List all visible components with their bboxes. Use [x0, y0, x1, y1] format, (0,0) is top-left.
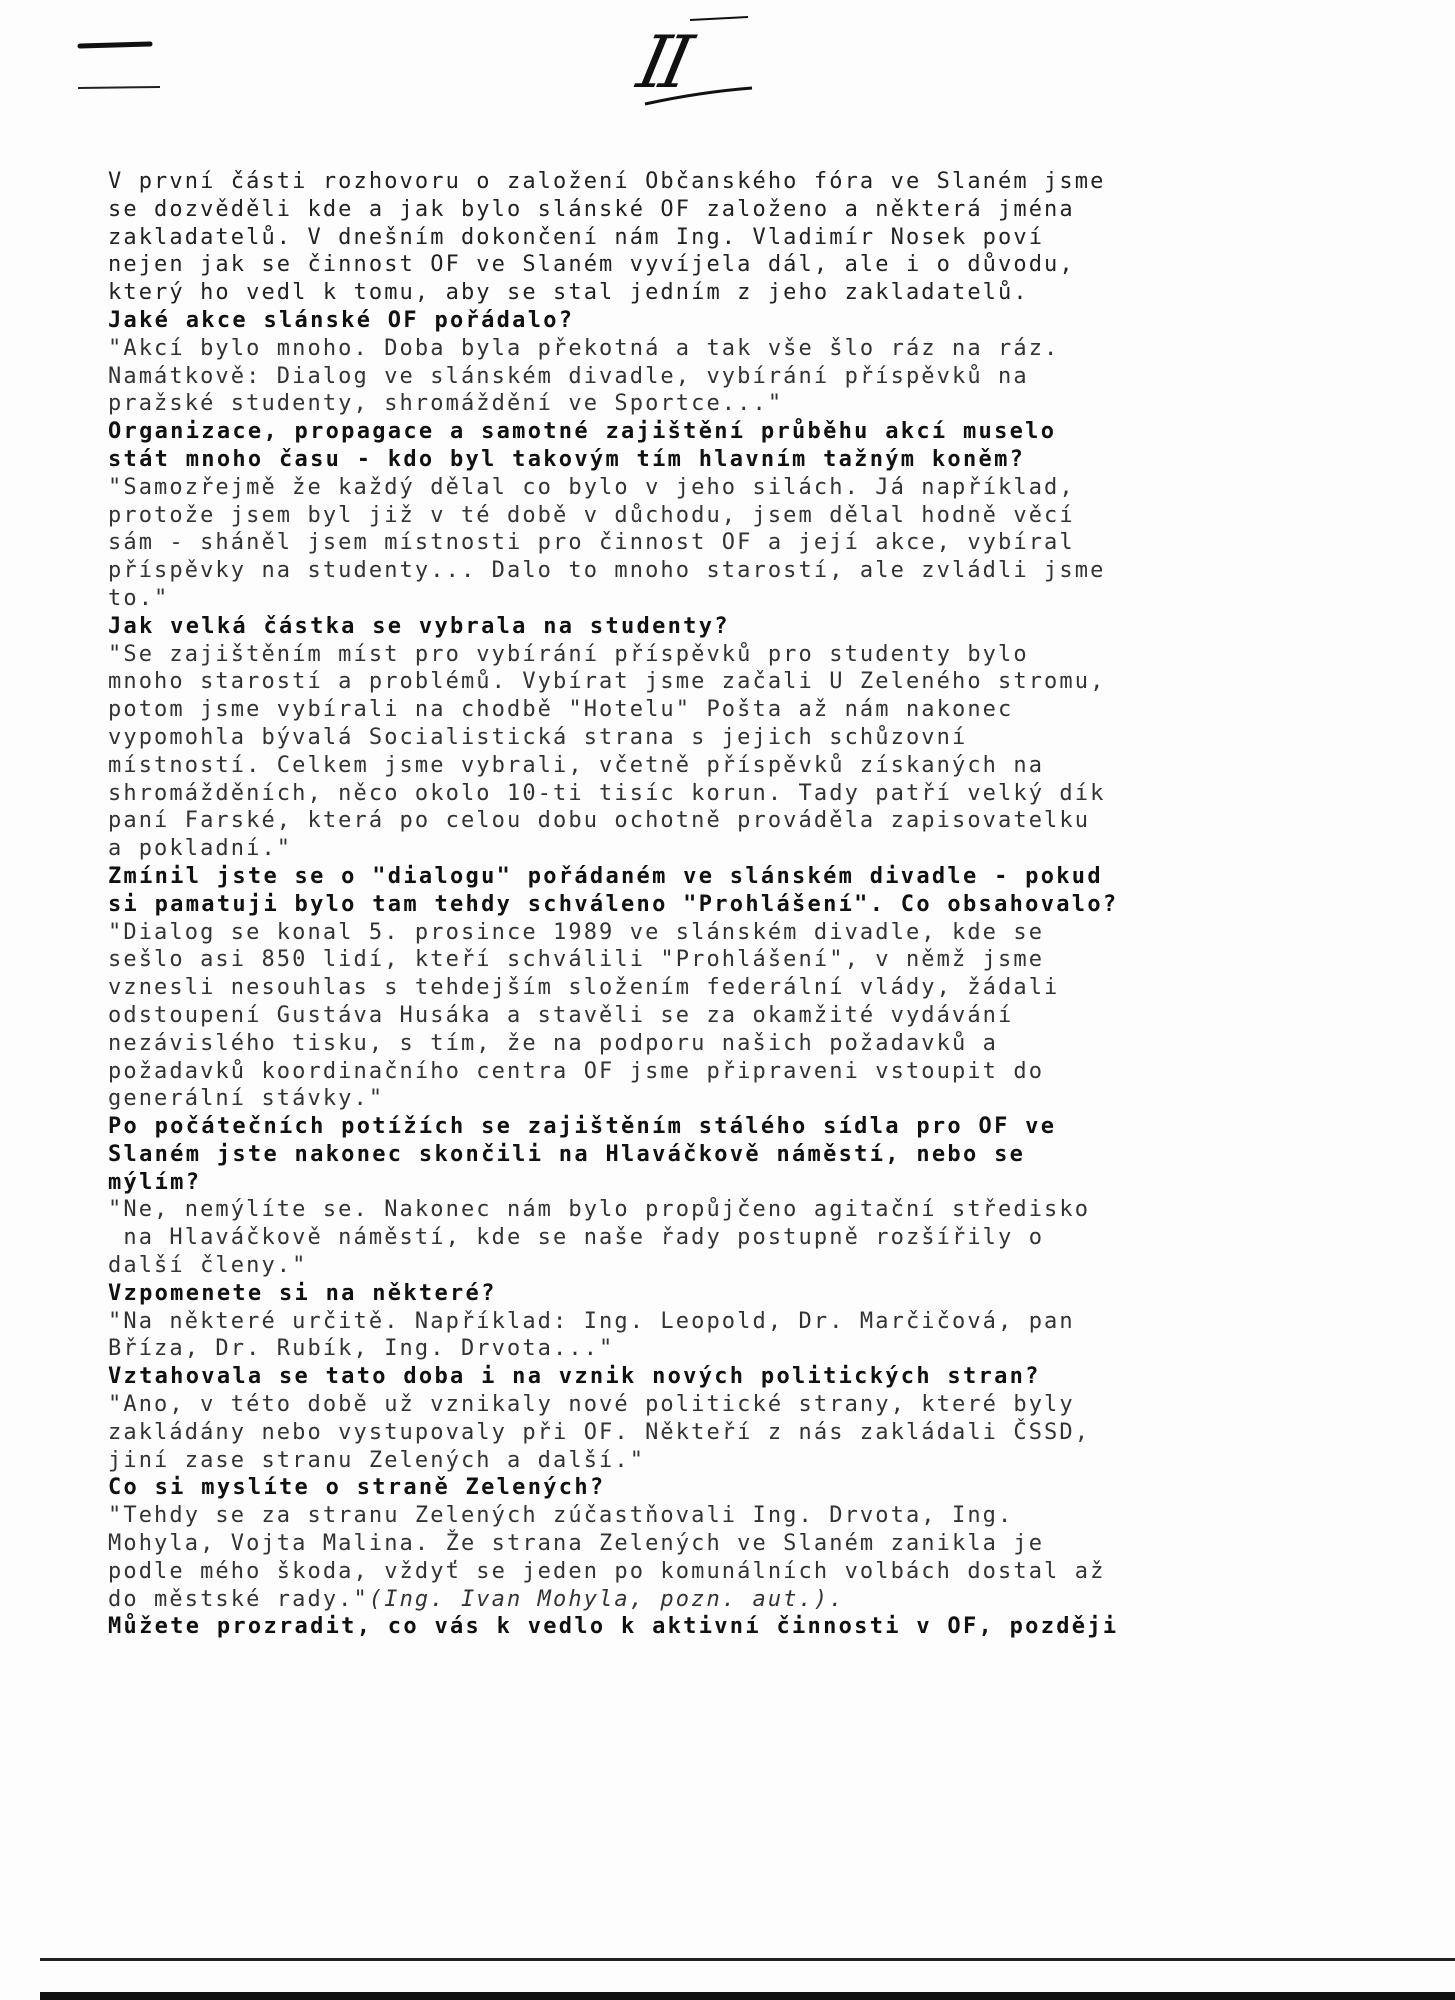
page-mark: II [631, 20, 694, 104]
question-line: mýlím? [108, 1169, 202, 1195]
answer-line: příspěvky na studenty... Dalo to mnoho starostí, ale zvládli jsme [108, 558, 1106, 584]
answer-line: podle mého škoda, vždyť se jeden po komunálních volbách dostal až [108, 1558, 1106, 1584]
question-line: Co si myslíte o straně Zelených? [108, 1475, 606, 1501]
intro-line: nejen jak se činnost OF ve Slaném vyvíjela dál, ale i o důvodu, [108, 252, 1075, 278]
answer-line: "Dialog se konal 5. prosince 1989 ve slánském divadle, kde se [108, 919, 1045, 945]
question-line: Po počátečních potížích se zajištěním stálého sídla pro OF ve [108, 1114, 1057, 1140]
answer-line: to." [108, 585, 170, 611]
answer-line: shromážděních, něco okolo 10-ti tisíc korun. Tady patří velký dík [108, 780, 1106, 806]
answer-line: odstoupení Gustáva Husáka a stavěli se za okamžité vydávání [108, 1002, 1014, 1028]
scan-mark-bottom [78, 87, 160, 88]
answer-line: sešlo asi 850 lidí, kteří schválili "Prohlášení", v němž jsme [108, 947, 1045, 973]
question-line: si pamatuji bylo tam tehdy schváleno "Prohlášení". Co obsahovalo? [108, 891, 1119, 917]
numeral-overline [690, 17, 748, 20]
answer-line: "Tehdy se za stranu Zelených zúčastňovali Ing. Drvota, Ing. [108, 1503, 1014, 1529]
question-line: Vzpomenete si na některé? [108, 1280, 497, 1306]
answer-line: mnoho starostí a problémů. Vybírat jsme začali U Zeleného stromu, [108, 669, 1106, 695]
answer-line: potom jsme vybírali na chodbě "Hotelu" Pošta až nám nakonec [108, 697, 1014, 723]
answer-line: místností. Celkem jsme vybrali, včetně příspěvků získaných na [108, 752, 1045, 778]
intro-line: zakladatelů. V dnešním dokončení nám Ing. Vladimír Nosek poví [108, 224, 1045, 250]
header-marks [0, 0, 1455, 140]
answer-line: další členy." [108, 1253, 308, 1279]
answer-line: Namátkově: Dialog ve slánském divadle, vybírání příspěvků na [108, 363, 1029, 389]
answer-line: Mohyla, Vojta Malina. Že strana Zelených ve Slaném zanikla je [108, 1531, 1045, 1557]
question-line: Slaném jste nakonec skončili na Hlaváčkově náměstí, nebo se [108, 1141, 1026, 1167]
question-line: Organizace, propagace a samotné zajištění průběhu akcí muselo [108, 419, 1057, 445]
answer-line: pražské studenty, shromáždění ve Sportce..." [108, 391, 784, 417]
answer-line: "Ne, nemýlíte se. Nakonec nám bylo propůjčeno agitační středisko [108, 1197, 1091, 1223]
scan-bottom-edge [40, 1992, 1455, 2000]
answer-line: jiní zase stranu Zelených a další." [108, 1447, 646, 1473]
author-note: (Ing. Ivan Mohyla, pozn. aut.). [368, 1586, 845, 1612]
question-line: Vztahovala se tato doba i na vznik nových politických stran? [108, 1364, 1041, 1390]
answer-line: paní Farské, která po celou dobu ochotně prováděla zapisovatelku [108, 808, 1091, 834]
answer-line: vznesli nesouhlas s tehdejším složením federální vlády, žádali [108, 975, 1060, 1001]
answer-line: do městské rady."(Ing. Ivan Mohyla, pozn. aut.). [108, 1586, 845, 1612]
answer-line: vypomohla bývalá Socialistická strana s jejich schůzovní [108, 724, 968, 750]
intro-line: který ho vedl k tomu, aby se stal jedním z jeho zakladatelů. [108, 280, 1029, 306]
answer-line: zakládány nebo vystupovaly při OF. Někteří z nás zakládali ČSSD, [108, 1419, 1091, 1445]
answer-line: na Hlaváčkově náměstí, kde se naše řady postupně rozšířily o [108, 1225, 1045, 1251]
question-line: stát mnoho času - kdo byl takovým tím hlavním tažným koněm? [108, 446, 1026, 472]
answer-line: nezávislého tisku, s tím, že na podporu našich požadavků a [108, 1030, 999, 1056]
answer-line: "Ano, v této době už vznikaly nové politické strany, které byly [108, 1392, 1075, 1418]
answer-line: "Se zajištěním míst pro vybírání příspěvků pro studenty bylo [108, 641, 1029, 667]
answer-line: generální stávky." [108, 1086, 385, 1112]
answer-line: požadavků koordinačního centra OF jsme připraveni vstoupit do [108, 1058, 1045, 1084]
answer-line: "Akcí bylo mnoho. Doba byla překotná a tak vše šlo ráz na ráz. [108, 335, 1060, 361]
answer-line: a pokladní." [108, 836, 293, 862]
answer-line: sám - sháněl jsem místnosti pro činnost OF a její akce, vybíral [108, 530, 1075, 556]
document-body [108, 168, 1236, 1641]
question-line: Jaké akce slánské OF pořádalo? [108, 307, 575, 333]
intro-line: V první části rozhovoru o založení Občanského fóra ve Slaném jsme [108, 169, 1106, 194]
answer-line: "Na některé určitě. Například: Ing. Leopold, Dr. Marčičová, pan [108, 1308, 1075, 1334]
question-line: Můžete prozradit, co vás k vedlo k aktivní činnosti v OF, později [108, 1614, 1119, 1640]
question-line: Zmínil jste se o "dialogu" pořádaném ve slánském divadle - pokud [108, 863, 1103, 889]
answer-line: Bříza, Dr. Rubík, Ing. Drvota..." [108, 1336, 615, 1362]
answer-line: "Samozřejmě že každý dělal co bylo v jeho silách. Já například, [108, 474, 1075, 500]
scan-bottom-line [40, 1958, 1455, 1961]
scan-mark-top [80, 44, 150, 46]
question-line: Jak velká částka se vybrala na studenty? [108, 613, 730, 639]
intro-line: se dozvěděli kde a jak bylo slánské OF založeno a některá jména [108, 196, 1075, 222]
answer-line: protože jsem byl již v té době v důchodu, jsem dělal hodně věcí [108, 502, 1075, 528]
